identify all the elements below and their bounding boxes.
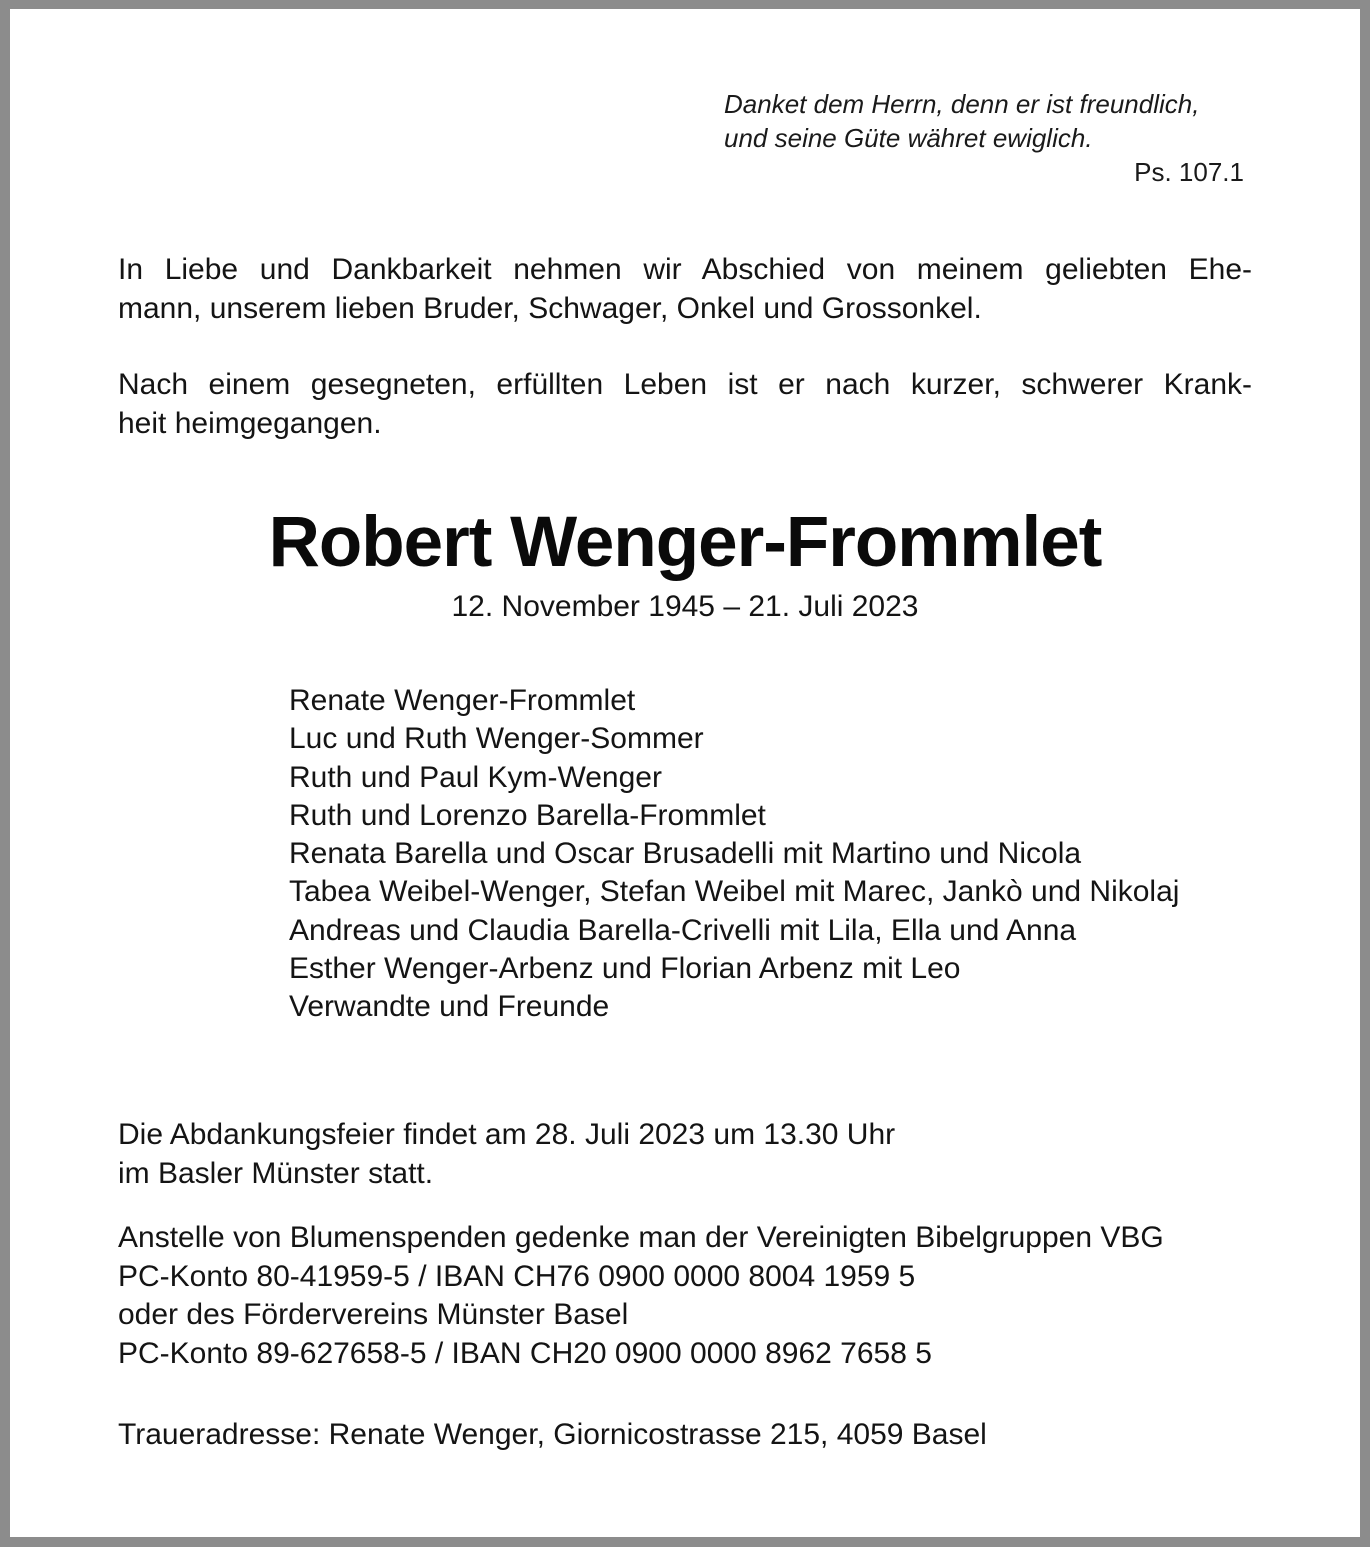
ceremony-line-2: im Basler Münster statt. bbox=[118, 1156, 434, 1190]
intro-paragraph-2 bbox=[118, 365, 1252, 443]
verse-line-2: und seine Güte währet ewiglich. bbox=[724, 123, 1093, 153]
mourning-address: Traueradresse: Renate Wenger, Giornicostrasse 215, 4059 Basel bbox=[118, 1418, 987, 1451]
mourner-entry: Renate Wenger-Frommlet bbox=[289, 684, 636, 717]
donation-line-2: PC-Konto 80-41959-5 / IBAN CH76 0900 0000 8004 1959 5 bbox=[118, 1259, 916, 1293]
intro-p1-line-1: In Liebe und Dankbarkeit nehmen wir Abschied von meinem geliebten Ehe- bbox=[118, 253, 1252, 286]
ceremony-info bbox=[118, 1116, 895, 1193]
deceased-name: Robert Wenger-Frommlet bbox=[268, 503, 1102, 582]
intro-p2-line-2: heit heimgegangen. bbox=[118, 407, 382, 440]
intro-p2-line-1: Nach einem gesegneten, erfüllten Leben ist er nach kurzer, schwerer Krank- bbox=[118, 368, 1252, 401]
obituary-page bbox=[10, 9, 1360, 1537]
mourner-entry: Ruth und Lorenzo Barella-Frommlet bbox=[289, 798, 766, 832]
mourner-entry: Ruth und Paul Kym-Wenger bbox=[289, 760, 662, 794]
verse-reference: Ps. 107.1 bbox=[1134, 157, 1244, 187]
life-dates: 12. November 1945 – 21. Juli 2023 bbox=[451, 590, 919, 623]
mourner-entry: Andreas und Claudia Barella-Crivelli mit Lila, Ella und Anna bbox=[289, 913, 1077, 947]
ceremony-line-1: Die Abdankungsfeier findet am 28. Juli 2023 um 13.30 Uhr bbox=[118, 1118, 896, 1151]
mourner-entry: Verwandte und Freunde bbox=[289, 990, 610, 1024]
donation-info bbox=[118, 1219, 1164, 1373]
mourner-entry: Luc und Ruth Wenger-Sommer bbox=[289, 722, 704, 756]
donation-line-3: oder des Fördervereins Münster Basel bbox=[118, 1298, 629, 1331]
mourner-entry: Tabea Weibel-Wenger, Stefan Weibel mit Marec, Jankò und Nikolaj bbox=[289, 875, 1180, 909]
intro-p1-line-2: mann, unserem lieben Bruder, Schwager, Onkel und Grossonkel. bbox=[118, 292, 982, 325]
donation-line-4: PC-Konto 89-627658-5 / IBAN CH20 0900 0000 8962 7658 5 bbox=[118, 1336, 932, 1370]
bible-verse bbox=[724, 87, 1244, 189]
verse-line-1: Danket dem Herrn, denn er ist freundlich, bbox=[724, 89, 1200, 119]
mourner-entry: Renata Barella und Oscar Brusadelli mit Martino und Nicola bbox=[289, 837, 1082, 871]
donation-line-1: Anstelle von Blumenspenden gedenke man der Vereinigten Bibelgruppen VBG bbox=[118, 1221, 1164, 1254]
intro-paragraph-1 bbox=[118, 250, 1252, 328]
mourner-entry: Esther Wenger-Arbenz und Florian Arbenz mit Leo bbox=[289, 952, 961, 986]
mourners-list bbox=[289, 682, 1179, 1027]
